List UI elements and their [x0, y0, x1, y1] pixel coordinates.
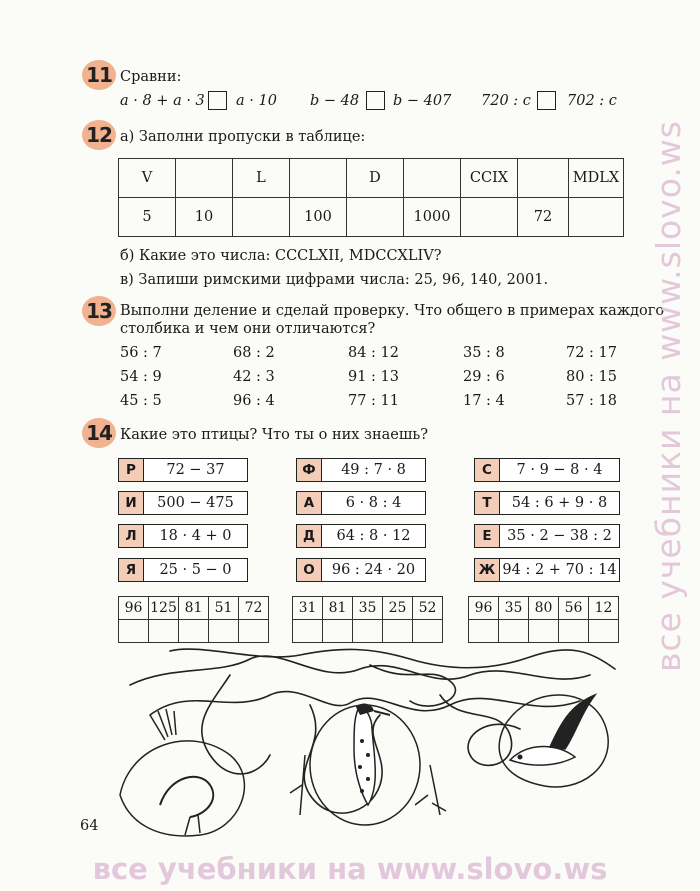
code-expression: 18 · 4 + 0 — [159, 528, 232, 544]
table-cell[interactable]: CCIX — [461, 159, 518, 198]
letter-code — [474, 491, 620, 515]
table-cell[interactable] — [461, 198, 518, 237]
answer-cell[interactable] — [559, 620, 589, 643]
letter-code — [296, 491, 426, 515]
answer-cell[interactable] — [353, 620, 383, 643]
table-row-roman — [119, 159, 624, 198]
division-example: 56 : 7 — [120, 345, 162, 361]
exercise-14-badge: 14 — [82, 418, 116, 448]
division-example: 29 : 6 — [463, 369, 505, 385]
left-bird-drawing — [120, 709, 244, 836]
compare-2-right: b − 407 — [393, 93, 452, 109]
answer-grid-3 — [468, 596, 619, 643]
division-example: 45 : 5 — [120, 393, 162, 409]
answer-cell[interactable] — [469, 620, 499, 643]
division-example: 84 : 12 — [348, 345, 400, 361]
table-cell[interactable]: D — [347, 159, 404, 198]
answer-number: 52 — [413, 597, 443, 620]
answer-cell[interactable] — [179, 620, 209, 643]
answer-cell[interactable] — [119, 620, 149, 643]
answer-number: 81 — [323, 597, 353, 620]
division-column-1 — [120, 341, 162, 413]
division-column-3 — [348, 341, 399, 413]
code-letter: Ж — [475, 559, 500, 581]
letter-code — [296, 458, 426, 482]
answer-cell[interactable] — [323, 620, 353, 643]
compare-2-box[interactable] — [366, 91, 385, 110]
roman-numeral-table — [118, 158, 624, 237]
division-example: 96 : 4 — [233, 393, 275, 409]
code-expression: 49 : 7 · 8 — [341, 462, 406, 478]
answer-number: 96 — [119, 597, 149, 620]
table-cell[interactable] — [347, 198, 404, 237]
division-example: 54 : 9 — [120, 369, 162, 385]
answer-grid-1 — [118, 596, 269, 643]
compare-3-left: 720 : c — [481, 93, 531, 109]
answer-number: 35 — [499, 597, 529, 620]
division-column-4 — [463, 341, 505, 413]
table-cell[interactable]: V — [119, 159, 176, 198]
answer-number: 35 — [353, 597, 383, 620]
table-cell[interactable]: 100 — [290, 198, 347, 237]
code-expression: 96 : 24 · 20 — [331, 562, 416, 578]
table-cell[interactable]: MDLX — [569, 159, 624, 198]
answer-number: 31 — [293, 597, 323, 620]
page-number: 64 — [80, 818, 99, 834]
code-letter: Я — [119, 559, 144, 581]
answer-number: 96 — [469, 597, 499, 620]
table-row-arabic — [119, 198, 624, 237]
answer-cell[interactable] — [589, 620, 619, 643]
code-letter: Р — [119, 459, 144, 481]
letter-code — [296, 558, 426, 582]
answer-cell[interactable] — [529, 620, 559, 643]
letter-code — [118, 558, 248, 582]
table-cell[interactable] — [569, 198, 624, 237]
table-cell[interactable]: 1000 — [404, 198, 461, 237]
division-example: 42 : 3 — [233, 369, 275, 385]
division-example: 72 : 17 — [566, 345, 618, 361]
compare-1-left: a · 8 + a · 3 — [120, 93, 205, 109]
code-letter: А — [297, 492, 322, 514]
exercise-13-text-line2: столбика и чем они отличаются? — [120, 321, 376, 337]
table-cell[interactable]: 5 — [119, 198, 176, 237]
birds-tangle-illustration — [110, 645, 630, 840]
division-example: 57 : 18 — [566, 393, 618, 409]
division-column-5 — [566, 341, 617, 413]
answer-cell[interactable] — [209, 620, 239, 643]
letter-code — [118, 524, 248, 548]
division-example: 80 : 15 — [566, 369, 618, 385]
code-expression: 25 · 5 − 0 — [159, 562, 232, 578]
code-letter: Ф — [297, 459, 322, 481]
division-column-2 — [233, 341, 275, 413]
answer-number: 125 — [149, 597, 179, 620]
woodpecker-drawing — [290, 704, 446, 825]
answer-row-letters — [469, 620, 619, 643]
compare-3-box[interactable] — [537, 91, 556, 110]
answer-number: 51 — [209, 597, 239, 620]
table-cell[interactable] — [233, 198, 290, 237]
table-cell[interactable] — [176, 159, 233, 198]
division-example: 77 : 11 — [348, 393, 400, 409]
letter-code — [474, 558, 620, 582]
code-expression: 7 · 9 − 8 · 4 — [516, 462, 603, 478]
letter-code — [474, 458, 620, 482]
table-cell[interactable]: 10 — [176, 198, 233, 237]
division-example: 91 : 13 — [348, 369, 400, 385]
exercise-13-text-line1: Выполни деление и сделай проверку. Что общего в примерах каждого — [120, 303, 665, 319]
answer-row-letters — [119, 620, 269, 643]
compare-1-box[interactable] — [208, 91, 227, 110]
code-letter: С — [475, 459, 500, 481]
answer-number: 56 — [559, 597, 589, 620]
code-letter: Е — [475, 525, 500, 547]
code-expression: 64 : 8 · 12 — [336, 528, 411, 544]
answer-cell[interactable] — [239, 620, 269, 643]
letter-code — [474, 524, 620, 548]
letter-code — [118, 491, 248, 515]
code-expression: 72 − 37 — [166, 462, 225, 478]
code-letter: И — [119, 492, 144, 514]
exercise-12-part-b: б) Какие это числа: CCCLXII, MDCCXLIV? — [120, 248, 442, 264]
code-expression: 6 · 8 : 4 — [345, 495, 402, 511]
answer-number: 81 — [179, 597, 209, 620]
exercise-13-badge: 13 — [82, 296, 116, 326]
answer-cell[interactable] — [149, 620, 179, 643]
code-expression: 35 · 2 − 38 : 2 — [507, 528, 612, 544]
code-expression: 54 : 6 + 9 · 8 — [511, 495, 608, 511]
watermark-vertical: все учебники на www.slovo.ws — [649, 120, 688, 673]
answer-row-numbers — [119, 597, 269, 620]
answer-number: 80 — [529, 597, 559, 620]
answer-cell[interactable] — [413, 620, 443, 643]
exercise-11-title: Сравни: — [120, 69, 182, 85]
swallow-drawing — [499, 695, 608, 787]
table-cell[interactable] — [404, 159, 461, 198]
answer-row-numbers — [469, 597, 619, 620]
table-cell[interactable]: 72 — [518, 198, 569, 237]
exercise-12-badge: 12 — [82, 120, 116, 150]
code-expression: 94 : 2 + 70 : 14 — [502, 562, 617, 578]
exercise-14-title: Какие это птицы? Что ты о них знаешь? — [120, 427, 429, 443]
code-expression: 500 − 475 — [157, 495, 234, 511]
exercise-12-title: а) Заполни пропуски в таблице: — [120, 129, 366, 145]
table-cell[interactable] — [518, 159, 569, 198]
answer-number: 72 — [239, 597, 269, 620]
answer-number: 12 — [589, 597, 619, 620]
code-letter: Д — [297, 525, 322, 547]
exercise-11-badge: 11 — [82, 60, 116, 90]
division-example: 68 : 2 — [233, 345, 275, 361]
compare-3-right: 702 : c — [567, 93, 617, 109]
compare-2-left: b − 48 — [310, 93, 360, 109]
watermark-bottom: все учебники на www.slovo.ws — [92, 852, 608, 886]
answer-cell[interactable] — [293, 620, 323, 643]
letter-code — [296, 524, 426, 548]
code-letter: Л — [119, 525, 144, 547]
letter-code — [118, 458, 248, 482]
division-example: 35 : 8 — [463, 345, 505, 361]
division-example: 17 : 4 — [463, 393, 505, 409]
table-cell[interactable]: L — [233, 159, 290, 198]
exercise-12-part-c: в) Запиши римскими цифрами числа: 25, 96, 140, 2001. — [120, 272, 549, 288]
code-letter: О — [297, 559, 322, 581]
answer-row-numbers — [293, 597, 443, 620]
answer-cell[interactable] — [499, 620, 529, 643]
answer-row-letters — [293, 620, 443, 643]
answer-cell[interactable] — [383, 620, 413, 643]
code-letter: Т — [475, 492, 500, 514]
table-cell[interactable] — [290, 159, 347, 198]
answer-grid-2 — [292, 596, 443, 643]
answer-number: 25 — [383, 597, 413, 620]
compare-1-right: a · 10 — [236, 93, 277, 109]
